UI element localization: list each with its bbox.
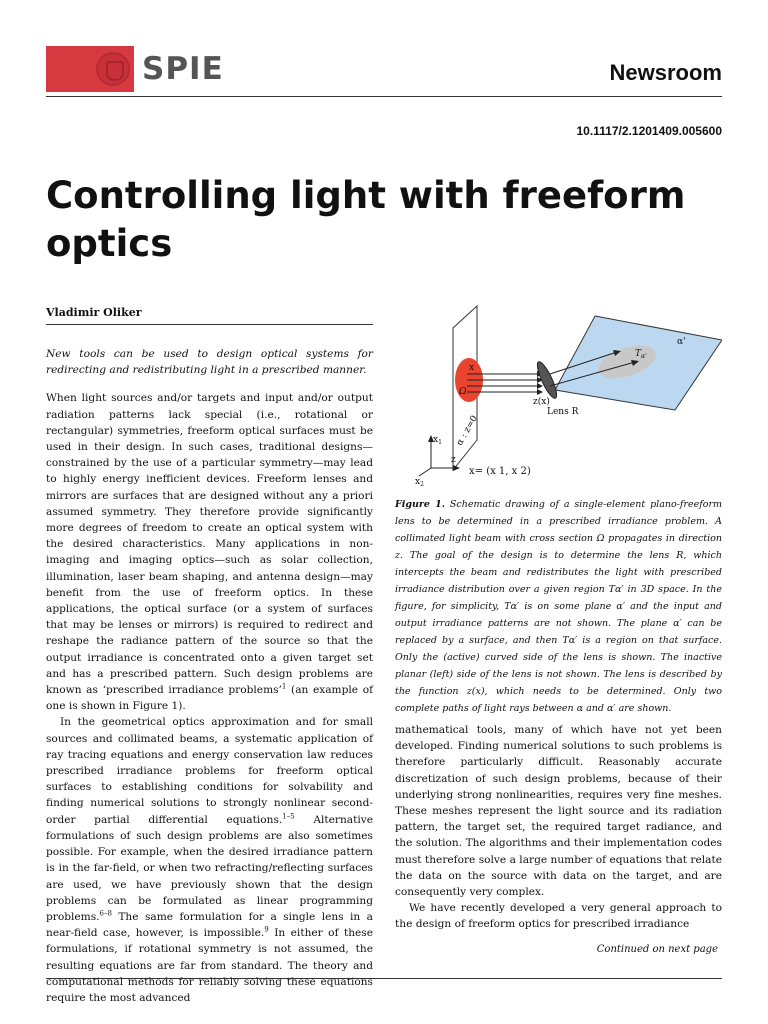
doi: 10.1117/2.1201409.005600	[576, 124, 722, 138]
arrowhead-3	[537, 383, 543, 389]
paragraph-2-text-c: The same formulation for a single lens in a near-field case, however, is impossible.	[46, 910, 373, 940]
right-column	[395, 722, 722, 933]
paragraph-2-text: In the geometrical optics approximation and for small sources and collimated beams, a systematic application of ray tracing equations and energy conservation law reduces prescribed irradiance problems for freeform optical surfaces to establishing conditions for solvability and finding numerical solutions to strongly nonlinear second-order partial differential equations.	[46, 716, 373, 826]
caption-text: Schematic drawing of a single-element plano-freeform lens to be determined in a prescribed irradiance problem. A collimated light beam with cross section Ω propagates in direction z. The goal of the design is to determine the lens R, which intercepts the beam and redistributes the light with prescribed irradiance distribution over a given region Tα′ in 3D space. In the figure, for simplicity, Tα′ is on some plane α′ and the input and output irradiance patterns are not shown. The plane α′ can be replaced by a surface, and then Tα′ is a region on that surface. Only the (active) curved side of the lens is shown. The inactive planar (left) side of the lens is not shown. The lens is described by the function z(x), which needs to be determined. Only two complete paths of light rays between α and α′ are shown.	[395, 499, 722, 714]
paragraph-1	[46, 390, 373, 714]
section-title: Newsroom	[609, 60, 722, 85]
right-paragraph-1: mathematical tools, many of which have not yet been developed. Finding numerical solutions to such problems is therefore particularly difficult. Reasonably accurate discretization of such design problems, because of their underlying strong nonlinearities, requires very fine meshes. These meshes represent the light source and its radiation pattern, the target set, the required target radiance, and the solution. The algorithms and their implementation codes must therefore solve a large number of equations that relate the data on the source with data on the target, and are consequently very complex.	[395, 724, 722, 899]
label-coords: x= (x 1, x 2)	[469, 466, 531, 477]
label-zx: z(x)	[533, 397, 550, 407]
spie-logo-text: SPIE	[142, 51, 224, 87]
citation-1: 1	[281, 682, 287, 691]
label-lens: Lens R	[547, 407, 579, 417]
label-z-axis: z	[451, 455, 456, 465]
article-title: Controlling light with freeform optics	[46, 174, 686, 265]
paragraph-1-tail: (an example of one is shown in Figure 1).	[46, 684, 373, 713]
paragraph-2	[46, 714, 373, 1006]
paragraph-2-text-d: In either of these formulations, if rotational symmetry is not assumed, the resulting equations are far from standard. The theory and computational methods for reliably solving these equations require the most advanced	[46, 927, 373, 1004]
footer-rule	[46, 978, 722, 979]
author-rule	[46, 324, 373, 325]
label-alpha-prime: α'	[677, 337, 686, 347]
label-omega: Ω	[459, 387, 467, 397]
arrowhead-4	[537, 389, 543, 395]
figure-caption	[395, 496, 722, 717]
spie-seal-icon	[96, 52, 130, 86]
label-x2: $x_2$	[415, 477, 424, 488]
caption-label: Figure 1.	[395, 499, 446, 510]
citation-9: 9	[264, 925, 269, 934]
axis-x2	[419, 468, 431, 476]
label-target: $T_{\alpha'}$	[635, 349, 647, 360]
paragraph-1-text: When light sources and/or targets and input and/or output radiation patterns lack special (i.e., rotational or rectangular) symmetries, freeform optical surfaces must be used in their design. In such cases, traditional designs—constrained by the use of a particular symmetry—may lead to highly energy inefficient devices. Freeform lenses and mirrors are surfaces that are designed without any a priori assumed symmetry. They therefore provide significantly more degrees of freedom to create an optical system with the desired characteristics. Many applications in non-imaging and imaging optics—such as solar collection, illumination, laser beam shaping, and antenna design—may benefit from the use of freeform optics. In these applications, the optical surface (or a system of surfaces that may be lenses or mirrors) is required to redirect and reshape the radiance pattern of the source so that the output irradiance is concentrated onto a given target set and has a prescribed pattern. Such design problems are known as ‘prescribed irradiance problems’	[46, 392, 373, 697]
standfirst: New tools can be used to design optical systems for redirecting and redistributing light in a prescribed manner.	[46, 348, 373, 377]
label-x: x	[469, 363, 475, 373]
author-name: Vladimir Oliker	[46, 306, 142, 319]
left-column	[46, 346, 373, 1006]
label-plane-alpha: α : z=0	[454, 414, 481, 448]
continued-note: Continued on next page	[596, 944, 718, 955]
citation-6-8: 6–8	[99, 909, 112, 918]
label-x1: $x_1$	[433, 435, 442, 446]
figure-1-diagram	[395, 300, 722, 488]
header-rule	[46, 96, 722, 97]
citation-1-5: 1–5	[282, 812, 295, 821]
right-paragraph-2: We have recently developed a very general approach to the design of freeform optics for prescribed irradiance	[395, 902, 722, 931]
paragraph-2-text-b: Alternative formulations of such design problems are also sometimes possible. For example, when the desired irradiance pattern is in the far-field, or when two refracting/reflecting surfaces are used, we have previously shown that the design problems can be formulated as linear programming problems.	[46, 813, 373, 923]
